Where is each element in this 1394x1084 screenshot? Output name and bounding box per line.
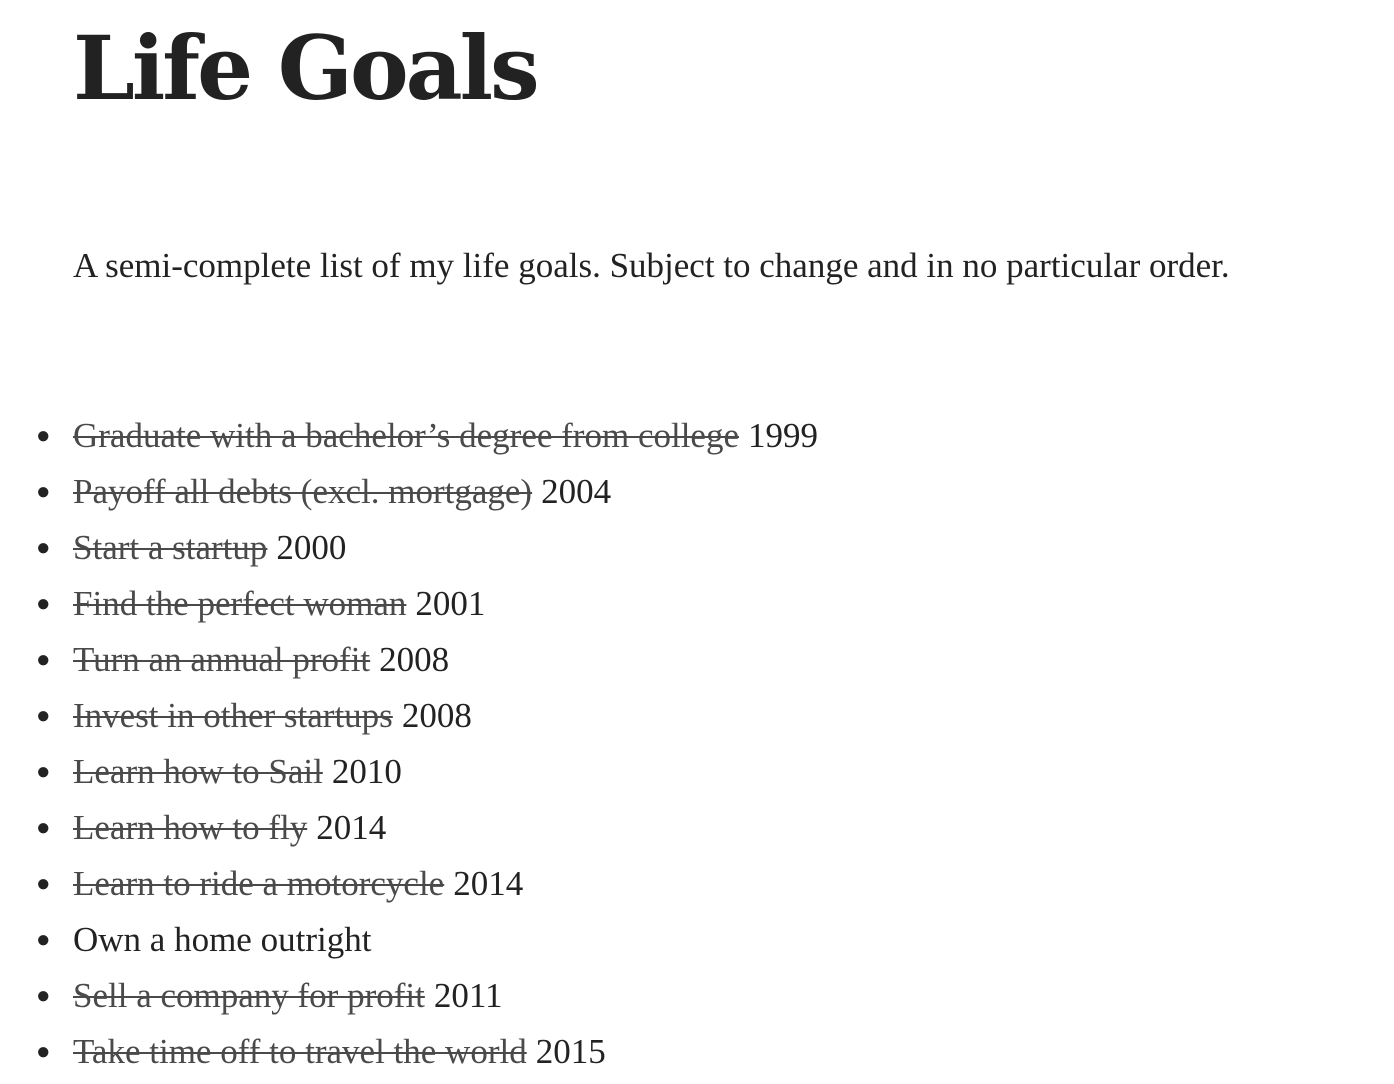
goal-year: 2004: [541, 472, 612, 511]
goal-item: [36, 800, 1343, 856]
goal-item: [36, 520, 1343, 576]
goal-year: 2000: [276, 528, 347, 567]
goal-item: [36, 744, 1343, 800]
goal-year: 2014: [453, 864, 524, 903]
goal-item: [36, 856, 1343, 912]
bullet-icon: ●: [36, 759, 51, 785]
goal-text: Start a startup: [73, 528, 268, 567]
goals-list: [36, 408, 1343, 1080]
goal-text: Find the perfect woman: [73, 584, 407, 623]
goal-item: [36, 464, 1343, 520]
page-content: [36, 0, 1363, 1071]
page-title: Life Goals: [73, 16, 537, 120]
goal-year: 1999: [748, 416, 818, 455]
bullet-icon: ●: [36, 1039, 51, 1065]
goal-text: Take time off to travel the world: [73, 1032, 527, 1071]
goal-text: Payoff all debts (excl. mortgage): [73, 472, 533, 511]
goal-item: [36, 632, 1343, 688]
goal-item: [36, 968, 1343, 1024]
goal-year: 2011: [433, 976, 503, 1015]
goal-text: Sell a company for profit: [73, 976, 425, 1015]
bullet-icon: ●: [36, 815, 51, 841]
goal-year: 2015: [535, 1032, 606, 1071]
goal-item: [36, 1024, 1343, 1080]
bullet-icon: ●: [36, 983, 51, 1009]
bullet-icon: ●: [36, 591, 51, 617]
goal-year: 2008: [379, 640, 450, 679]
goal-year: 2014: [316, 808, 387, 847]
goal-text: Invest in other startups: [73, 696, 393, 735]
bullet-icon: ●: [36, 927, 51, 953]
goal-year: 2001: [415, 584, 486, 623]
bullet-icon: ●: [36, 535, 51, 561]
goal-item: [36, 688, 1343, 744]
bullet-icon: ●: [36, 647, 51, 673]
bullet-icon: ●: [36, 479, 51, 505]
goal-item: [36, 912, 1343, 968]
goal-text: Own a home outright: [73, 920, 372, 959]
intro-paragraph: A semi-complete list of my life goals. Subject to change and in no particular order.: [73, 246, 1230, 285]
goal-year: 2008: [401, 696, 472, 735]
bullet-icon: ●: [36, 871, 51, 897]
goal-text: Learn how to Sail: [73, 752, 323, 791]
goal-item: [36, 576, 1343, 632]
goal-text: Graduate with a bachelor’s degree from college: [73, 416, 739, 455]
goal-item: [36, 408, 1343, 464]
bullet-icon: ●: [36, 703, 51, 729]
goal-text: Turn an annual profit: [73, 640, 371, 679]
bullet-icon: ●: [36, 423, 51, 449]
goal-text: Learn how to fly: [73, 808, 308, 847]
goal-text: Learn to ride a motorcycle: [73, 864, 445, 903]
goal-year: 2010: [331, 752, 402, 791]
